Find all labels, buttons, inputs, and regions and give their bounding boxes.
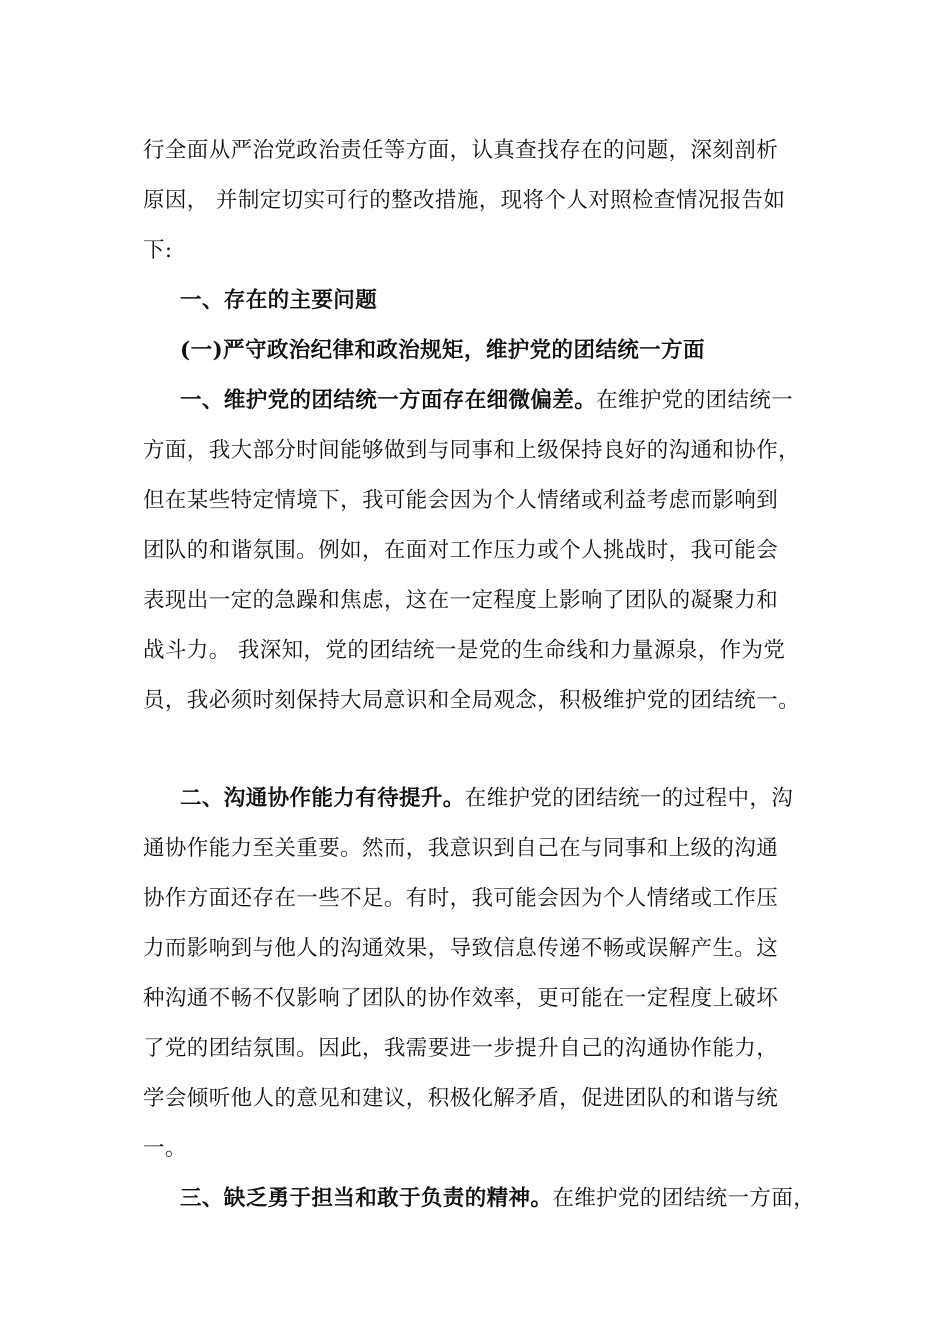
paragraph-line: 方面，我大部分时间能够做到与同事和上级保持良好的沟通和协作，	[143, 438, 801, 463]
item-2-first-line	[180, 783, 793, 815]
paragraph-line: 学会倾听他人的意见和建议，积极化解矛盾，促进团队的和谐与统	[143, 1086, 779, 1111]
paragraph-line: 表现出一定的急躁和焦虑，这在一定程度上影响了团队的凝聚力和	[143, 588, 779, 613]
subsection-heading: (一)严守政治纪律和政治规矩，维护党的团结统一方面	[180, 338, 705, 363]
paragraph-line: 原因， 并制定切实可行的整改措施，现将个人对照检查情况报告如	[143, 188, 786, 213]
paragraph-line: 行全面从严治党政治责任等方面，认真查找存在的问题，深刻剖析	[143, 138, 779, 163]
paragraph-line: 战斗力。 我深知，党的团结统一是党的生命线和力量源泉，作为党	[143, 638, 786, 663]
paragraph-line: 下:	[143, 238, 173, 263]
item-3-text: 在维护党的团结统一方面，	[552, 1186, 816, 1211]
section-heading: 一、存在的主要问题	[180, 288, 378, 313]
paragraph-line: 员，我必须时刻保持大局意识和全局观念，积极维护党的团结统一。	[143, 688, 801, 713]
paragraph-line: 一。	[143, 1136, 187, 1161]
item-1-first-line	[180, 385, 793, 417]
paragraph-line: 团队的和谐氛围。例如，在面对工作压力或个人挑战时，我可能会	[143, 538, 779, 563]
paragraph-line: 协作方面还存在一些不足。有时，我可能会因为个人情绪或工作压	[143, 886, 779, 911]
item-2-text: 在维护党的团结统一的过程中，沟	[464, 786, 794, 811]
item-1-text: 在维护党的团结统一	[596, 388, 794, 413]
paragraph-line: 但在某些特定情境下，我可能会因为个人情绪或利益考虑而影响到	[143, 488, 779, 513]
item-3-title: 三、缺乏勇于担当和敢于负责的精神。	[180, 1186, 553, 1211]
item-3-first-line	[180, 1183, 815, 1215]
paragraph-line: 了党的团结氛围。因此，我需要进一步提升自己的沟通协作能力，	[143, 1036, 779, 1061]
paragraph-line: 通协作能力至关重要。然而，我意识到自己在与同事和上级的沟通	[143, 836, 779, 861]
paragraph-line: 力而影响到与他人的沟通效果，导致信息传递不畅或误解产生。这	[143, 936, 779, 961]
item-2-title: 二、沟通协作能力有待提升。	[180, 786, 465, 811]
item-1-title: 一、维护党的团结统一方面存在细微偏差。	[180, 388, 597, 413]
paragraph-line: 种沟通不畅不仅影响了团队的协作效率，更可能在一定程度上破坏	[143, 986, 779, 1011]
